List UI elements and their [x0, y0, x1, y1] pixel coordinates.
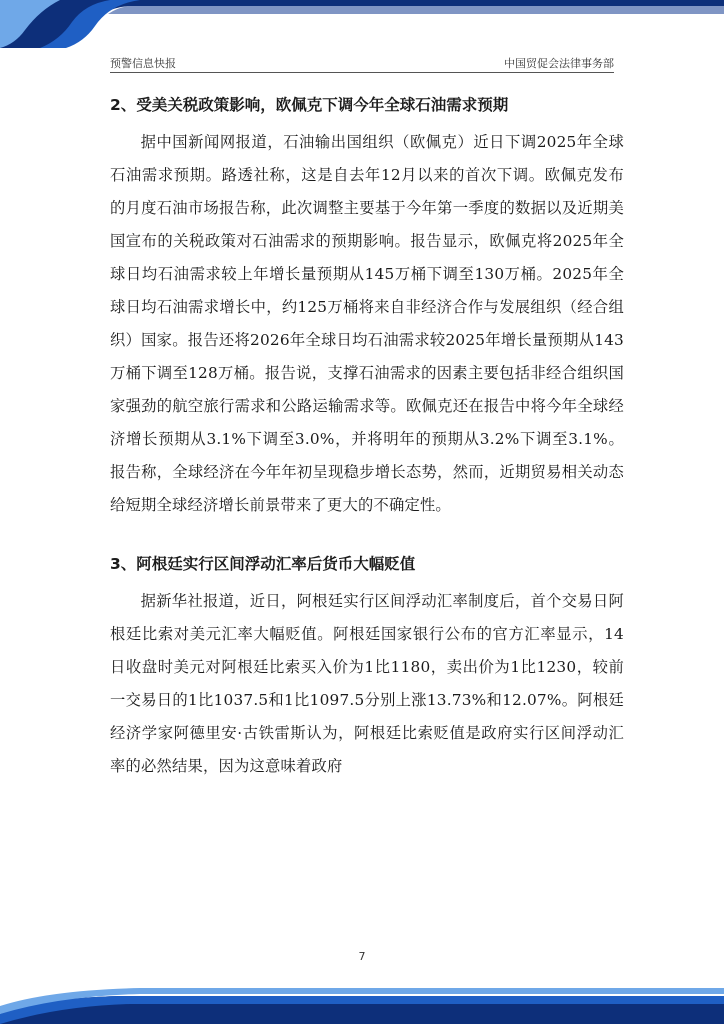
main-content — [110, 93, 624, 783]
header-decoration — [0, 0, 724, 48]
section-title: 3、阿根廷实行区间浮动汇率后货币大幅贬值 — [110, 555, 416, 573]
section-title: 2、受美关税政策影响，欧佩克下调今年全球石油需求预期 — [110, 96, 509, 114]
page-number: 7 — [358, 950, 366, 963]
header-organization: 中国贸促会法律事务部 — [504, 57, 614, 70]
header-divider — [110, 72, 614, 73]
section-3 — [110, 552, 624, 783]
section-paragraph: 据新华社报道，近日，阿根廷实行区间浮动汇率制度后，首个交易日阿根廷比索对美元汇率大幅贬值。阿根廷国家银行公布的官方汇率显示，14日收盘时美元对阿根廷比索买入价为1比1180，卖出价为1比1230，较前一交易日的1比1037.5和1比1097.5分别上涨13.73%和12.07%。阿根廷经济学家阿德里安·古铁雷斯认为，阿根廷比索贬值是政府实行区间浮动汇率的必然结果，因为这意味着政府 — [110, 592, 624, 775]
header-title: 预警信息快报 — [110, 57, 176, 70]
section-paragraph: 据中国新闻网报道，石油输出国组织（欧佩克）近日下调2025年全球石油需求预期。路透社称，这是自去年12月以来的首次下调。欧佩克发布的月度石油市场报告称，此次调整主要基于今年第一季度的数据以及近期美国宣布的关税政策对石油需求的预期影响。报告显示，欧佩克将2025年全球日均石油需求较上年增长量预期从145万桶下调至130万桶。2025年全球日均石油需求增长中，约125万桶将来自非经济合作与发展组织（经合组织）国家。报告还将2026年全球日均石油需求较2025年增长量预期从143万桶下调至128万桶。报告说，支撑石油需求的因素主要包括非经合组织国家强劲的航空旅行需求和公路运输需求等。欧佩克还在报告中将今年全球经济增长预期从3.1%下调至3.0%，并将明年的预期从3.2%下调至3.1%。报告称，全球经济在今年年初呈现稳步增长态势，然而，近期贸易相关动态给短期全球经济增长前景带来了更大的不确定性。 — [110, 133, 624, 514]
section-2 — [110, 93, 624, 522]
footer-decoration — [0, 984, 724, 1024]
